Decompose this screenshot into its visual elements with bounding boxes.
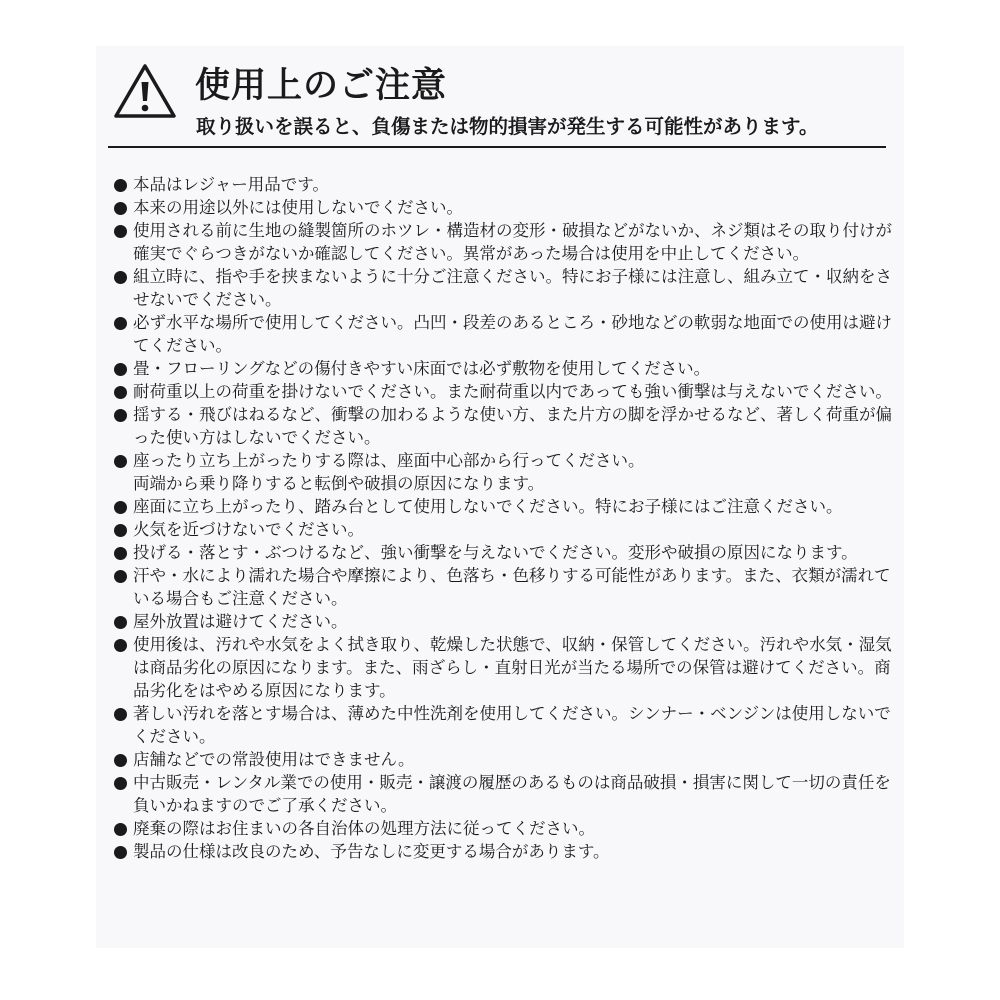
bullet-icon [114,225,127,238]
note-text: 畳・フローリングなどの傷付きやすい床面では必ず敷物を使用してください。 [133,359,711,378]
bullet-icon [114,271,127,284]
bullet-icon [114,317,127,330]
list-item [112,518,892,541]
list-item [112,564,892,610]
list-item [112,633,892,702]
list-item [112,449,892,495]
list-item [112,840,892,863]
note-text: 店舗などでの常設使用はできません。 [133,750,415,769]
note-text: 耐荷重以上の荷重を掛けないでください。また耐荷重以内であっても強い衝撃は与えないでください。 [133,382,892,401]
note-text: 汗や・水により濡れた場合や摩擦により、色落ち・色移りする可能性があります。また、衣類が濡れている場合もご注意ください。 [133,566,891,608]
list-item [112,403,892,449]
list-item [112,495,892,518]
bullet-icon [114,386,127,399]
page-subtitle: 取り扱いを誤ると、負傷または物的損害が発生する可能性があります。 [196,115,819,138]
warning-triangle-icon [112,62,178,120]
note-text: 必ず水平な場所で使用してください。凸凹・段差のあるところ・砂地などの軟弱な地面での使用は避けてください。 [133,313,892,355]
bullet-icon [114,363,127,376]
bullet-icon [114,616,127,629]
caution-list [112,173,892,863]
note-text: 使用される前に生地の縫製箇所のホツレ・構造材の変形・破損などがないか、ネジ類はその取り付けが確実でぐらつきがないか確認してください。異常があった場合は使用を中止してください。 [133,221,892,263]
bullet-icon [114,202,127,215]
list-item [112,219,892,265]
note-text: 本品はレジャー用品です。 [133,175,329,194]
bullet-icon [114,501,127,514]
bullet-icon [114,547,127,560]
note-text: 著しい汚れを落とす場合は、薄めた中性洗剤を使用してください。シンナー・ベンジンは使用しないでください。 [133,704,891,746]
header-divider [108,146,886,148]
list-item [112,265,892,311]
bullet-icon [114,777,127,790]
list-item [112,196,892,219]
list-item [112,748,892,771]
bullet-icon [114,409,127,422]
bullet-icon [114,846,127,859]
note-text: 投げる・落とす・ぶつけるなど、強い衝撃を与えないでください。変形や破損の原因になります。 [133,543,858,562]
list-item [112,817,892,840]
note-text: 製品の仕様は改良のため、予告なしに変更する場合があります。 [133,842,610,861]
bullet-icon [114,754,127,767]
bullet-icon [114,570,127,583]
note-text: 組立時に、指や手を挟まないように十分ご注意ください。特にお子様には注意し、組み立て・収納をさせないでください。 [133,267,892,309]
list-item [112,541,892,564]
list-item [112,311,892,357]
note-text: 本来の用途以外には使用しないでください。 [133,198,463,217]
bullet-icon [114,455,127,468]
note-text: 座面に立ち上がったり、踏み台として使用しないでください。特にお子様にはご注意ください。 [133,497,843,516]
page-title: 使用上のご注意 [195,66,448,106]
note-text: 座ったり立ち上がったりする際は、座面中心部から行ってください。 両端から乗り降りすると転倒や破損の原因になります。 [133,451,645,493]
note-text: 屋外放置は避けてください。 [133,612,348,631]
list-item [112,357,892,380]
list-item [112,380,892,403]
bullet-icon [114,823,127,836]
bullet-icon [114,179,127,192]
list-item [112,771,892,817]
note-text: 揺する・飛びはねるなど、衝撃の加わるような使い方、また片方の脚を浮かせるなど、著しく荷重が偏った使い方はしないでください。 [133,405,892,447]
list-item [112,173,892,196]
note-text: 廃棄の際はお住まいの各自治体の処理方法に従ってください。 [133,819,595,838]
list-item [112,610,892,633]
bullet-icon [114,708,127,721]
bullet-icon [114,524,127,537]
note-text: 使用後は、汚れや水気をよく拭き取り、乾燥した状態で、収納・保管してください。汚れや水気・湿気は商品劣化の原因になります。また、雨ざらし・直射日光が当たる場所での保管は避けてください。商品劣化をはやめる原因になります。 [133,635,892,700]
list-item [112,702,892,748]
note-text: 中古販売・レンタル業での使用・販売・譲渡の履歴のあるものは商品破損・損害に関して一切の責任を負いかねますのでご了承ください。 [133,773,891,815]
note-text: 火気を近づけないでください。 [133,520,364,539]
bullet-icon [114,639,127,652]
